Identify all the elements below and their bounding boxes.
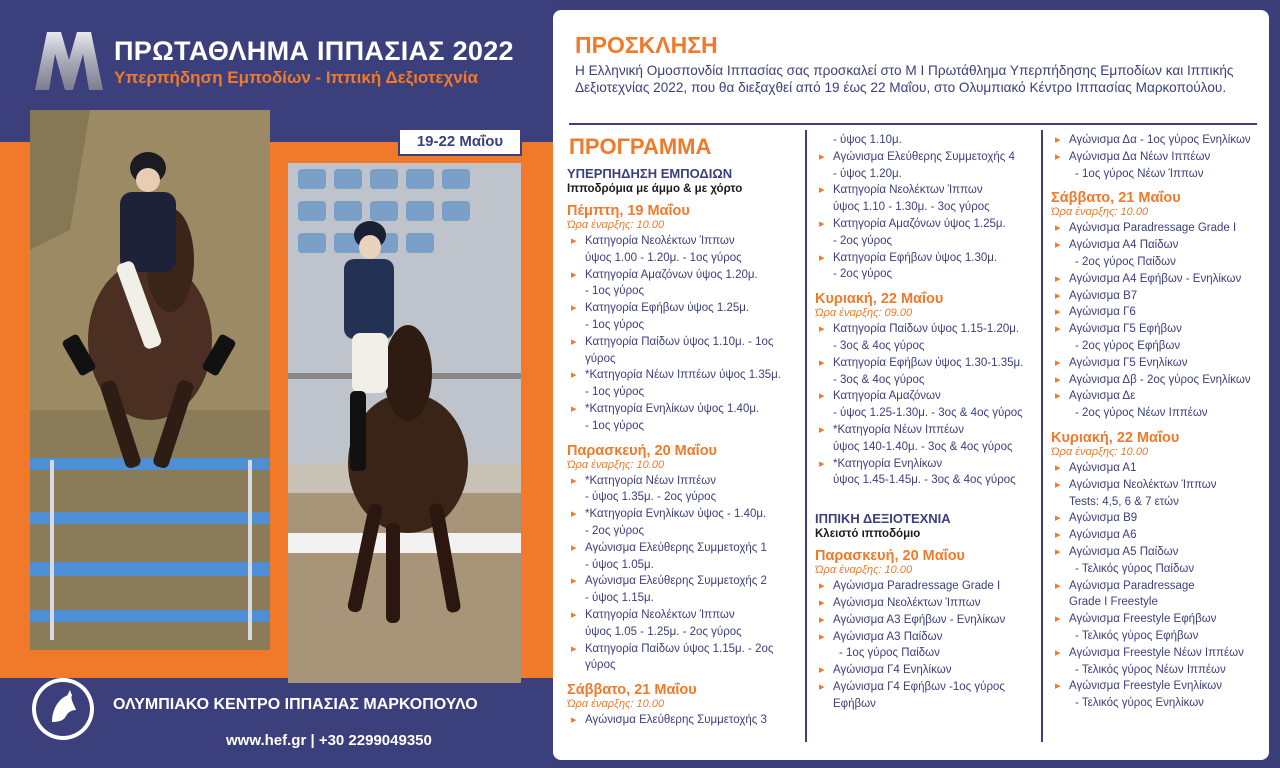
poster-right-panel [553, 10, 1269, 760]
schedule-item: ▸ Αγώνισμα Paradressage Grade I [815, 578, 1035, 595]
start-time: Ώρα έναρξης: 09.00 [815, 307, 913, 320]
schedule-item-detail: - ύψος 1.10μ. [833, 134, 902, 146]
schedule-item: ▸ Κατηγορία Αμαζόνων ύψος 1.25μ. [815, 216, 1035, 233]
schedule-item: ▸ Κατηγορία Εφήβων ύψος 1.30μ. [815, 250, 1035, 267]
schedule-item-detail: - 2ος γύρος [585, 524, 645, 537]
schedule-item-detail: - 1ος γύρος [585, 419, 645, 432]
schedule-item-detail: - 3ος & 4ος γύρος [833, 373, 925, 386]
contact-info: www.hef.gr | +30 2299049350 [226, 732, 432, 749]
schedule-item: ▸ Αγώνισμα Γ4 Εφήβων -1ος γύρος Εφήβων [815, 679, 1035, 713]
schedule-item: ▸ Αγώνισμα Paradressage Grade I [1051, 220, 1261, 237]
schedule-item: ▸ *Κατηγορία Νέων Ιππέων [567, 473, 802, 490]
schedule-item-detail: - Τελικός γύρος Ενηλίκων [1075, 697, 1204, 710]
jumping-section-title: ΥΠΕΡΠΗΔΗΣΗ ΕΜΠΟΔΙΩΝ [567, 166, 733, 181]
schedule-item: ▸ Αγώνισμα Α1 [1051, 460, 1261, 477]
program-column-3 [1051, 132, 1261, 712]
schedule-item: ▸ Αγώνισμα Freestyle Νέων Ιππέων [1051, 645, 1261, 662]
show-jumping-photo [30, 110, 270, 650]
schedule-item: ▸ Κατηγορία Νεολέκτων Ίππων [567, 233, 802, 250]
schedule-item: ▸ Αγώνισμα Γ5 Ενηλίκων [1051, 355, 1261, 372]
schedule-item-detail: - Τελικός γύρος Νέων Ιππέων [1075, 663, 1226, 676]
schedule-item: ▸ Αγώνισμα Γ4 Ενηλίκων [815, 662, 1035, 679]
start-time: Ώρα έναρξης: 10.00 [567, 698, 665, 711]
schedule-item: ▸ Αγώνισμα Νεολέκτων Ίππων [815, 595, 1035, 612]
divider-line [569, 123, 1257, 125]
schedule-item-detail: Tests: 4,5, 6 & 7 ετών [1069, 495, 1179, 508]
program-title: ΠΡΟΓΡΑΜΜΑ [569, 134, 712, 159]
schedule-item: ▸ Αγώνισμα Δα - 1ος γύρος Ενηλίκων [1051, 132, 1261, 149]
schedule-item: ▸ Αγώνισμα Ελεύθερης Συμμετοχής 1 [567, 540, 802, 557]
schedule-item: ▸ Αγώνισμα Α3 Εφήβων - Ενηλίκων [815, 612, 1035, 629]
schedule-item-detail: ύψος 140-1.40μ. - 3ος & 4ος γύρος [833, 440, 1013, 453]
day-heading: Παρασκευή, 20 Μαΐου [815, 548, 965, 565]
start-time: Ώρα έναρξης: 10.00 [1051, 445, 1149, 458]
schedule-item: ▸ Αγώνισμα Α4 Εφήβων - Ενηλίκων [1051, 271, 1261, 288]
column-divider [1041, 130, 1043, 742]
invitation-text: Η Ελληνική Ομοσπονδία Ιππασίας σας προσκαλεί στο Μ Ι Πρωτάθλημα Υπερπήδησης Εμποδίων και Ιππικής Δεξιοτεχνίας 2022, που θα διεξαχθεί από 19 έως 22 Μαΐου, στο Ολυμπιακό Κέντρο Ιππασίας Μαρκοπούλου. [575, 63, 1234, 95]
day-heading: Σάββατο, 21 Μαΐου [567, 682, 697, 699]
schedule-item: ▸ *Κατηγορία Ενηλίκων ύψος 1.40μ. [567, 401, 802, 418]
championship-subtitle: Υπερπήδηση Εμποδίων - Ιππική Δεξιοτεχνία [114, 68, 478, 87]
schedule-item-detail: - 1ος γύρος [585, 386, 645, 399]
schedule-item-detail: ύψος 1.10 - 1.30μ. - 3ος γύρος [833, 201, 990, 214]
schedule-item: ▸ Αγώνισμα Γ6 [1051, 304, 1261, 321]
schedule-item: ▸ Αγώνισμα Β9 [1051, 510, 1261, 527]
schedule-item: ▸ Αγώνισμα Ελεύθερης Συμμετοχής 4 [815, 149, 1035, 166]
schedule-item: ▸ Κατηγορία Νεολέκτων Ίππων [567, 607, 802, 624]
schedule-item-detail: - ύψος 1.25-1.30μ. - 3ος & 4ος γύρος [833, 407, 1023, 420]
schedule-item-detail: - ύψος 1.20μ. [833, 167, 902, 180]
day-heading: Κυριακή, 22 Μαΐου [815, 291, 944, 308]
schedule-item: ▸ Αγώνισμα Ελεύθερης Συμμετοχής 2 [567, 573, 802, 590]
jumping-venue: Ιπποδρόμια με άμμο & με χόρτο [567, 183, 743, 195]
schedule-item-detail: ύψος 1.05 - 1.25μ. - 2ος γύρος [585, 625, 742, 638]
schedule-item-detail: - 1ος γύρος Παίδων [839, 647, 940, 660]
poster-left-panel [0, 0, 553, 768]
schedule-item-detail: - 2ος γύρος [833, 234, 893, 247]
schedule-item: ▸ Αγώνισμα Δα Νέων Ιππέων [1051, 149, 1261, 166]
schedule-item-detail: - 2ος γύρος Παίδων [1075, 255, 1176, 268]
day-heading: Σάββατο, 21 Μαΐου [1051, 190, 1181, 207]
venue-name: ΟΛΥΜΠΙΑΚΟ ΚΕΝΤΡΟ ΙΠΠΑΣΙΑΣ ΜΑΡΚΟΠΟΥΛΟ [113, 696, 478, 713]
schedule-item: ▸ Κατηγορία Αμαζόνων ύψος 1.20μ. [567, 267, 802, 284]
schedule-item-detail: - ύψος 1.15μ. [585, 592, 654, 605]
dressage-section-title: ΙΠΠΙΚΗ ΔΕΞΙΟΤΕΧΝΙΑ [815, 511, 951, 527]
schedule-item: ▸ *Κατηγορία Νέων Ιππέων ύψος 1.35μ. [567, 367, 802, 384]
championship-m-logo [33, 30, 105, 92]
schedule-item-detail: ύψος 1.00 - 1.20μ. - 1ος γύρος [585, 251, 742, 264]
federation-emblem-logo [30, 676, 96, 742]
schedule-item: ▸ Αγώνισμα Γ5 Εφήβων [1051, 321, 1261, 338]
schedule-item: ▸ Κατηγορία Νεολέκτων Ίππων [815, 182, 1035, 199]
schedule-item: ▸ Αγώνισμα Α3 Παίδων [815, 629, 1035, 646]
schedule-item-detail: - Τελικός γύρος Παίδων [1075, 562, 1195, 575]
invitation-title: ΠΡΟΣΚΛΗΣΗ [575, 32, 718, 58]
schedule-item-detail: - ύψος 1.05μ. [585, 558, 654, 571]
program-column-2 [815, 132, 1035, 713]
schedule-item: ▸ Κατηγορία Παίδων ύψος 1.10μ. - 1ος γύρος [567, 334, 802, 368]
schedule-item-detail: - 2ος γύρος Εφήβων [1075, 339, 1181, 352]
schedule-item: ▸ Αγώνισμα Δε [1051, 388, 1261, 405]
schedule-item: ▸ Αγώνισμα Νεολέκτων Ίππων [1051, 477, 1261, 494]
day-heading: Πέμπτη, 19 Μαΐου [567, 203, 690, 219]
day-heading: Παρασκευή, 20 Μαΐου [567, 442, 717, 459]
start-time: Ώρα έναρξης: 10.00 [815, 564, 913, 577]
schedule-item-detail: - 1ος γύρος [585, 285, 645, 298]
dressage-photo [288, 163, 521, 683]
schedule-item: ▸ Κατηγορία Εφήβων ύψος 1.25μ. [567, 300, 802, 317]
schedule-item: ▸ Αγώνισμα Freestyle Ενηλίκων [1051, 678, 1261, 695]
schedule-item-detail: - ύψος 1.35μ. - 2ος γύρος [585, 491, 717, 504]
schedule-item-detail: - 2ος γύρος Νέων Ιππέων [1075, 407, 1208, 420]
championship-title: ΠΡΩΤΑΘΛΗΜΑ ΙΠΠΑΣΙΑΣ 2022 [114, 36, 514, 66]
schedule-item: ▸ Αγώνισμα Paradressage [1051, 578, 1261, 595]
schedule-item: ▸ Κατηγορία Εφήβων ύψος 1.30-1.35μ. [815, 355, 1035, 372]
day-heading: Κυριακή, 22 Μαΐου [1051, 429, 1180, 446]
schedule-item: ▸ Κατηγορία Παίδων ύψος 1.15μ. - 2ος γύρος [567, 641, 802, 675]
start-time: Ώρα έναρξης: 10.00 [1051, 206, 1149, 219]
dressage-venue: Κλειστό ιπποδόμιο [815, 528, 921, 541]
schedule-item: ▸ Αγώνισμα Α4 Παίδων [1051, 237, 1261, 254]
schedule-item-detail: - 1ος γύρος Νέων Ίππων [1075, 167, 1204, 180]
start-time: Ώρα έναρξης: 10.00 [567, 219, 665, 231]
schedule-item-detail: - 1ος γύρος [585, 318, 645, 331]
schedule-item: ▸ Αγώνισμα Freestyle Εφήβων [1051, 611, 1261, 628]
schedule-item: ▸ *Κατηγορία Νέων Ιππέων [815, 422, 1035, 439]
schedule-item-detail: - 2ος γύρος [833, 268, 893, 281]
schedule-item: ▸ Αγώνισμα Α6 [1051, 527, 1261, 544]
schedule-item: ▸ Αγώνισμα Β7 [1051, 288, 1261, 305]
schedule-item-detail: ύψος 1.45-1.45μ. - 3ος & 4ος γύρος [833, 474, 1016, 487]
schedule-item: ▸ Αγώνισμα Α5 Παίδων [1051, 544, 1261, 561]
schedule-item-detail: - 3ος & 4ος γύρος [833, 339, 925, 352]
event-dates-badge: 19-22 Μαΐου [398, 128, 522, 156]
program-column-1 [567, 128, 802, 729]
schedule-item: ▸ *Κατηγορία Ενηλίκων ύψος - 1.40μ. [567, 506, 802, 523]
schedule-item-detail: Grade I Freestyle [1069, 596, 1158, 609]
start-time: Ώρα έναρξης: 10.00 [567, 458, 665, 471]
schedule-item: ▸ Κατηγορία Αμαζόνων [815, 388, 1035, 405]
schedule-item-detail: - Τελικός γύρος Εφήβων [1075, 629, 1199, 642]
schedule-item: ▸ Κατηγορία Παίδων ύψος 1.15-1.20μ. [815, 321, 1035, 338]
schedule-item: ▸ Αγώνισμα Ελεύθερης Συμμετοχής 3 [567, 712, 802, 729]
schedule-item: ▸ *Κατηγορία Ενηλίκων [815, 456, 1035, 473]
column-divider [805, 130, 807, 742]
schedule-item: ▸ Αγώνισμα Δβ - 2ος γύρος Ενηλίκων [1051, 372, 1261, 389]
